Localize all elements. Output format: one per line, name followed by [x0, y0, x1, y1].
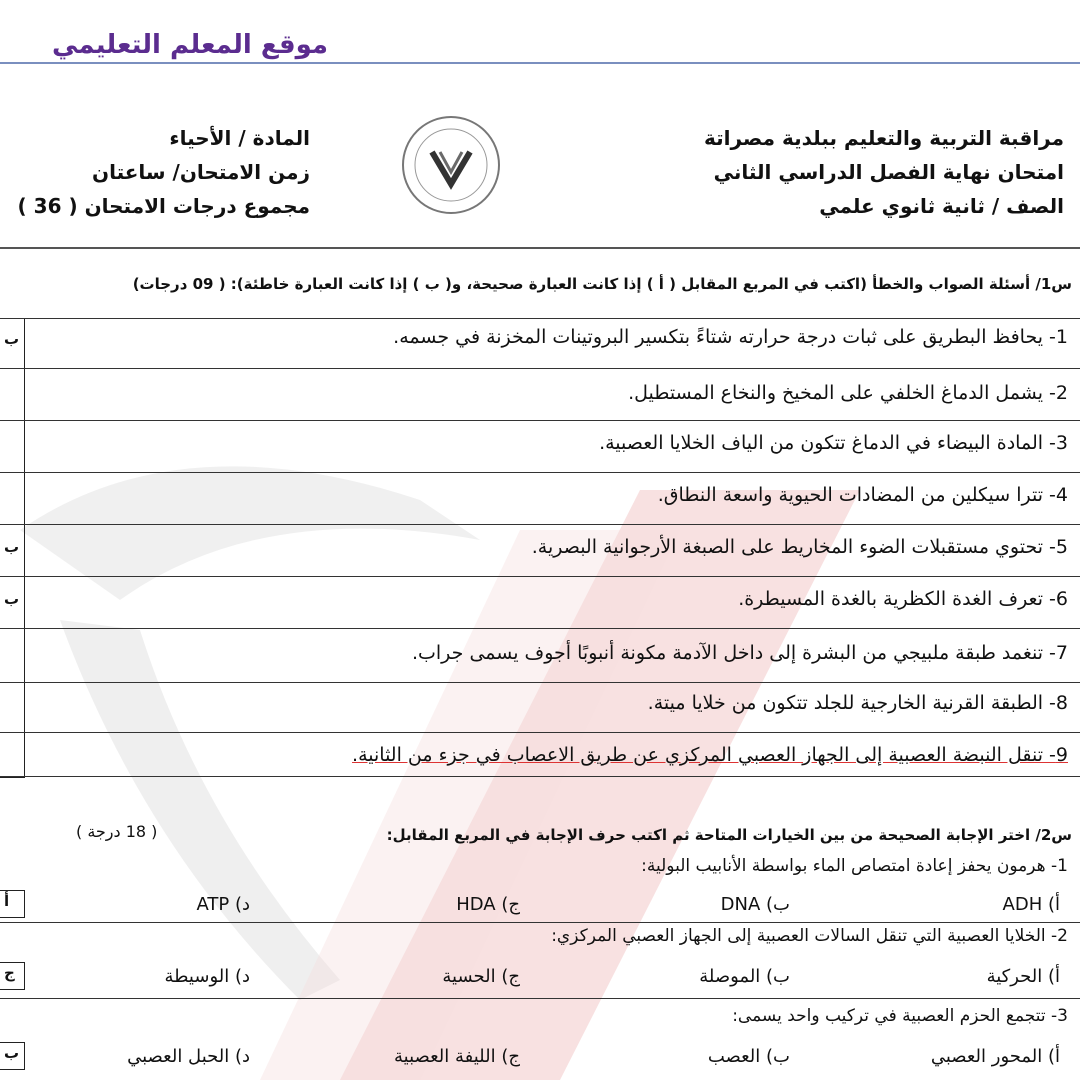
site-divider — [0, 62, 1080, 64]
q1-row-divider — [0, 318, 1080, 319]
header-exam: امتحان نهاية الفصل الدراسي الثاني — [713, 160, 1064, 184]
q2-answer-box[interactable] — [0, 890, 25, 918]
q2-stem: 2- الخلايا العصبية التي تنقل السالات العصبية إلى الجهاز العصبي المركزي: — [551, 926, 1068, 946]
q1-statement: 5- تحتوي مستقبلات الضوء المخاريط على الصبغة الأرجوانية البصرية. — [531, 536, 1068, 558]
q1-statement: 7- تنغمد طبقة ملبيجي من البشرة إلى داخل الآدمة مكونة أنبوبًا أجوف يسمى جراب. — [411, 642, 1068, 664]
q1-row-divider — [0, 776, 1080, 777]
q2-option: أ) الحركية — [986, 966, 1060, 987]
q1-answer-box[interactable]: ب — [4, 330, 20, 348]
q1-answer-box[interactable]: ب — [4, 538, 20, 556]
q1-statement: 1- يحافظ البطريق على ثبات درجة حرارته شتاءً بتكسير البروتينات المخزنة في جسمه. — [393, 326, 1068, 348]
header-subject: المادة / الأحياء — [169, 126, 310, 150]
q2-score: ( 18 درجة ) — [76, 822, 158, 841]
site-title: موقع المعلم التعليمي — [52, 30, 328, 60]
q1-row-divider — [0, 576, 1080, 577]
header-divider — [0, 247, 1080, 249]
q2-row-divider — [0, 998, 1080, 999]
q1-statement: 4- تترا سيكلين من المضادات الحيوية واسعة النطاق. — [657, 484, 1068, 506]
q1-title: س1/ أسئلة الصواب والخطأ (اكتب في المربع المقابل ( أ ) إذا كانت العبارة صحيحة، و( ب ) إذا كانت العبارة خاطئة): ( 09 درجات) — [132, 275, 1072, 293]
q1-row-divider — [0, 682, 1080, 683]
q2-option: ج) HDA — [456, 894, 520, 915]
q2-option: ب) الموصلة — [699, 966, 790, 987]
q1-row-divider — [0, 368, 1080, 369]
q1-row-divider — [0, 420, 1080, 421]
q2-answer-box[interactable] — [0, 1042, 25, 1070]
ministry-seal-icon — [398, 112, 504, 218]
q2-option: د) ATP — [196, 894, 250, 915]
q1-answer-box[interactable]: ب — [4, 590, 20, 608]
q1-statement: 9- تنقل النبضة العصبية إلى الجهاز العصبي المركزي عن طريق الاعصاب في جزء من الثانية. — [352, 744, 1068, 766]
q2-option: أ) ADH — [1002, 894, 1060, 915]
q1-statement: 6- تعرف الغدة الكظرية بالغدة المسيطرة. — [738, 588, 1068, 610]
q1-statement: 2- يشمل الدماغ الخلفي على المخيخ والنخاع المستطيل. — [628, 382, 1068, 404]
q1-statement: 8- الطبقة القرنية الخارجية للجلد تتكون من خلايا ميتة. — [647, 692, 1068, 714]
q1-row-divider — [0, 628, 1080, 629]
q2-option: ج) الليفة العصبية — [393, 1046, 520, 1067]
q2-title: س2/ اختر الإجابة الصحيحة من بين الخيارات المتاحة ثم اكتب حرف الإجابة في المربع المقابل: — [386, 826, 1072, 844]
q2-option: ج) الحسية — [442, 966, 520, 987]
q1-row-divider — [0, 732, 1080, 733]
header-org: مراقبة التربية والتعليم ببلدية مصراتة — [703, 126, 1064, 150]
q1-row-divider — [0, 524, 1080, 525]
q2-option: أ) المحور العصبي — [930, 1046, 1060, 1067]
q1-statement: 3- المادة البيضاء في الدماغ تتكون من الياف الخلايا العصبية. — [599, 432, 1068, 454]
q2-answer-letter: ب — [4, 1044, 20, 1062]
header-total: مجموع درجات الامتحان ( 36 ) — [17, 194, 310, 218]
q1-row-divider — [0, 472, 1080, 473]
q2-option: د) الوسيطة — [164, 966, 250, 987]
header-class: الصف / ثانية ثانوي علمي — [819, 194, 1064, 218]
header-time: زمن الامتحان/ ساعتان — [92, 160, 310, 184]
q2-stem: 1- هرمون يحفز إعادة امتصاص الماء بواسطة الأنابيب البولية: — [641, 856, 1068, 876]
q2-answer-letter: ج — [4, 964, 15, 982]
q2-row-divider — [0, 922, 1080, 923]
q2-option: ب) DNA — [720, 894, 790, 915]
q2-option: ب) العصب — [707, 1046, 790, 1067]
q2-answer-letter: أ — [4, 892, 10, 910]
q2-answer-box[interactable] — [0, 962, 25, 990]
q2-stem: 3- تتجمع الحزم العصبية في تركيب واحد يسمى: — [732, 1006, 1068, 1026]
q2-option: د) الحبل العصبي — [127, 1046, 250, 1067]
